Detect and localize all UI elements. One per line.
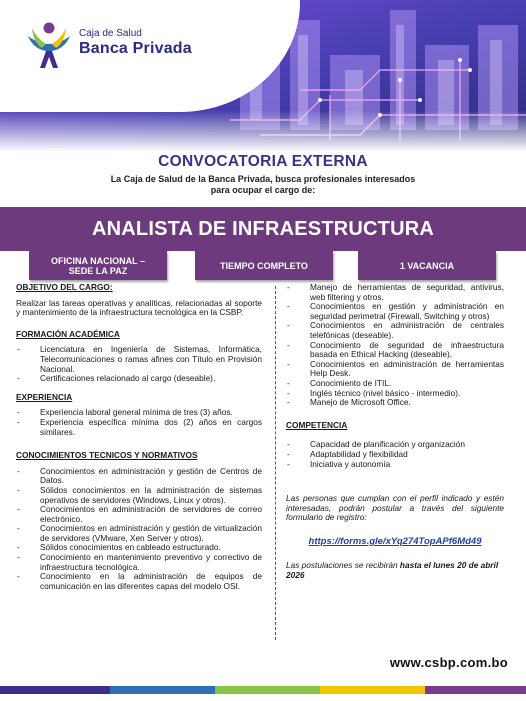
list-item: - Conocimiento en la administración de equipos de comunicación en las diferentes capas del modelo OSI. [16,572,262,591]
position-tabs [0,251,526,281]
stripe-segment [425,686,526,694]
list-item: - Conocimientos en administración y gestión de virtualización de servidores (VMware, Xen Server y otros). [16,524,262,543]
list-item: - Conocimiento en mantenimiento preventivo y correctivo de infraestructura tecnológica. [16,553,262,572]
list-item: - Sólidos conocimientos en cableado estructurado. [16,543,262,553]
footer-color-stripe [0,686,526,701]
position-title: ANALISTA DE INFRAESTRUCTURA [91,218,435,240]
tab-location-line2: SEDE LA PAZ [68,265,128,276]
list-item: - Iniciativa y autonomía [286,460,504,470]
right-column [286,283,504,581]
list-item: - Adaptabilidad y flexibilidad [286,450,504,460]
list-item: - Inglés técnico (nivel básico - intermedio). [286,389,504,399]
deadline-prefix: Las postulaciones se recibirán [286,560,400,571]
intro-section [0,153,526,196]
deadline-date: hasta el lunes 20 de abril 2026 [286,560,499,581]
convocatoria-title: CONVOCATORIA EXTERNA [158,153,368,170]
position-banner [0,207,526,251]
stripe-segment [215,686,320,694]
list-item: - Experiencia específica mínima dos (2) años en cargos similares. [16,418,262,437]
column-divider [275,286,276,640]
tab-vacancy: 1 VACANCIA [358,251,496,280]
knowledge-list-continued [286,283,504,408]
registration-form-link[interactable]: https://forms.gle/xYq274TopAPf6Md49 [308,535,482,547]
intro-subtitle-line2: para ocupar el cargo de: [210,185,316,195]
list-item: - Conocimiento de ITIL. [286,379,504,389]
list-item: - Conocimientos en administración de centrales telefónicas (deseable). [286,321,504,340]
knowledge-heading: CONOCIMIENTOS TECNICOS Y NORMATIVOS [16,450,198,461]
left-column [16,283,262,591]
list-item: - Conocimiento de seguridad de infraestructura basada en Ethical Hacking (deseable). [286,341,504,360]
intro-subtitle-line1: La Caja de Salud de la Banca Privada, busca profesionales interesados [110,174,416,184]
experience-heading: EXPERIENCIA [16,391,73,402]
list-item: - Manejo de Microsoft Office. [286,398,504,408]
tab-schedule: TIEMPO COMPLETO [195,251,333,280]
stripe-segment [0,686,110,694]
list-item: - Manejo de herramientas de seguridad, antivirus, web filtering y otros. [286,283,504,302]
competence-heading: COMPETENCIA [286,419,348,430]
tab-location [29,251,167,280]
application-instructions: Las personas que cumplan con el perfil indicado y estén interesadas, podrán postular a través del siguiente formulario de registro: [286,493,504,523]
list-item: - Capacidad de planificación y organización [286,440,504,450]
list-item: - Conocimientos en gestión y administración en seguridad perimetral (Firewall, Switching y otros) [286,302,504,321]
competence-list [286,440,504,469]
education-heading: FORMACIÓN ACADÉMICA [16,328,120,339]
list-item: - Conocimientos en administración de servidores de correo electrónico. [16,505,262,524]
list-item: - Sólidos conocimientos en la administración de sistemas operativos de servidores (Windows, Linux y otros). [16,486,262,505]
stripe-segment [320,686,425,694]
list-item: - Conocimientos en administración y gestión de Centros de Datos. [16,467,262,486]
list-item: - Licenciatura en Ingeniería de Sistemas, Informática, Telecomunicaciones o ramas afines con Título en Provisión Nacional. [16,345,262,374]
header-banner [0,0,526,152]
education-list [16,345,262,383]
list-item: - Experiencia laboral general mínima de tres (3) años. [16,408,262,418]
tab-location-line1: OFICINA NACIONAL – [50,255,145,266]
knowledge-list [16,467,262,592]
person-figure-logo-icon [26,20,72,70]
objective-text: Realizar las tareas operativas y analíticas, relacionadas al soporte y mantenimiento de la infraestructura tecnológica en la CSBP. [16,297,262,318]
org-name-main: Banca Privada [79,40,192,57]
org-name-small: Caja de Salud [79,28,142,39]
experience-list [16,408,262,437]
application-deadline [286,561,504,580]
objective-heading: OBJETIVO DEL CARGO: [16,282,113,292]
list-item: - Conocimientos en administración de herramientas Help Desk. [286,360,504,379]
stripe-segment [110,686,215,694]
website-url[interactable]: www.csbp.com.bo [389,655,508,670]
list-item: - Certificaciones relacionado al cargo (deseable). [16,374,262,384]
